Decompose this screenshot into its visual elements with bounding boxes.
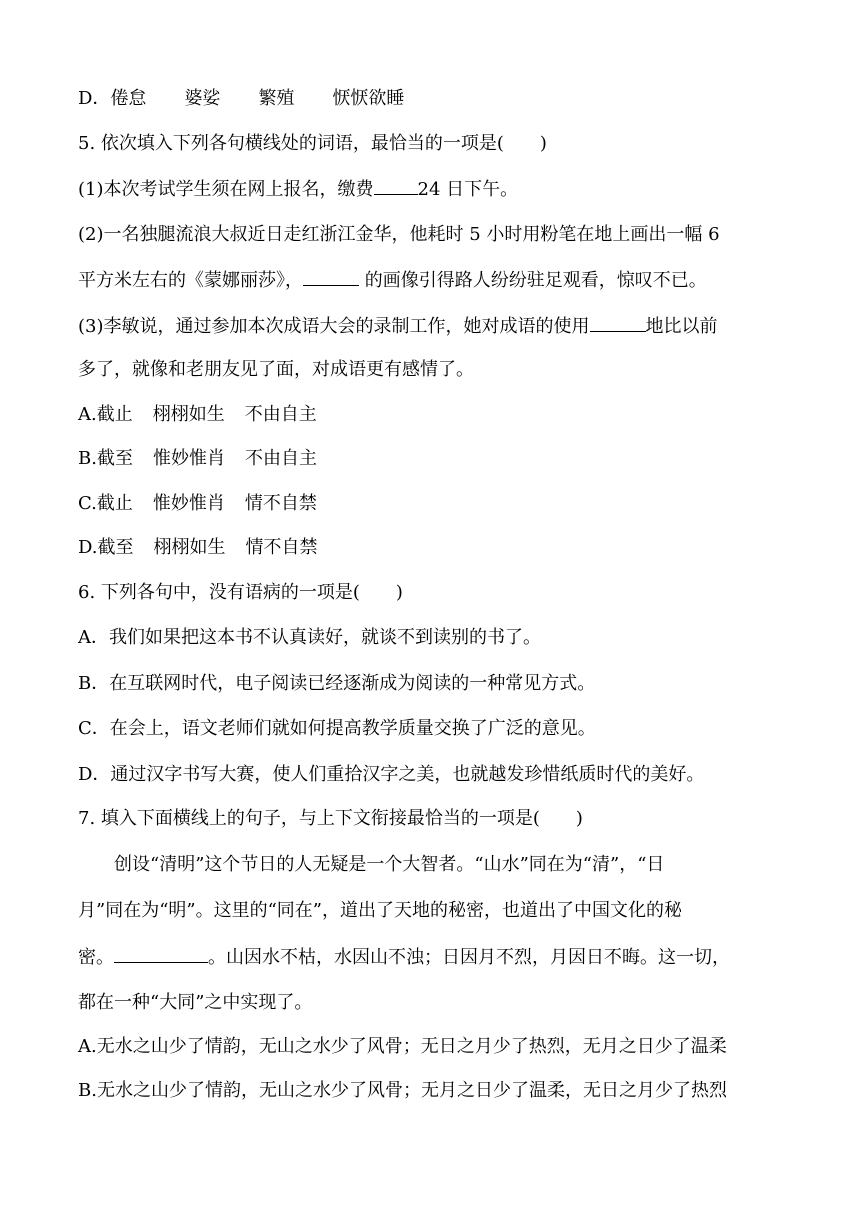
q5-s2-text-b: 的画像引得路人纷纷驻足观看，惊叹不已。 bbox=[359, 270, 707, 291]
q4-option-d-word-3: 繁殖 bbox=[258, 88, 295, 109]
q6-option-c: C．在会上，语文老师们就如何提高教学质量交换了广泛的意见。 bbox=[78, 718, 596, 739]
q5-s3-blank bbox=[590, 313, 646, 332]
q5-sentence-2-line-2 bbox=[78, 267, 707, 294]
q5-s2-text-a: 平方米左右的《蒙娜丽莎》， bbox=[78, 270, 303, 291]
q5-s1-text-a: (1)本次考试学生须在网上报名，缴费 bbox=[78, 179, 374, 200]
q5-option-d-word-3: 情不自禁 bbox=[245, 537, 318, 558]
q4-option-d bbox=[78, 86, 404, 112]
q5-option-a-word-1: 截止 bbox=[96, 404, 133, 425]
q5-option-c-word-3: 情不自禁 bbox=[244, 493, 317, 514]
q5-option-c-label: C. bbox=[78, 493, 97, 514]
q5-option-d-word-1: 截至 bbox=[97, 537, 134, 558]
q5-option-a bbox=[78, 402, 317, 428]
q5-option-c-word-1: 截止 bbox=[96, 493, 133, 514]
q7-p3-text-a: 密。 bbox=[78, 947, 114, 968]
q5-option-b-word-3: 不由自主 bbox=[244, 448, 317, 469]
q5-s3-text-a: (3)李敏说，通过参加本次成语大会的录制工作，她对成语的使用 bbox=[78, 316, 590, 337]
q5-sentence-1 bbox=[78, 176, 518, 203]
q5-sentence-3-line-2: 多了，就像和老朋友见了面，对成语更有感情了。 bbox=[78, 359, 474, 380]
q6-option-d: D．通过汉字书写大赛，使人们重拾汉字之美，也就越发珍惜纸质时代的美好。 bbox=[78, 764, 705, 785]
q5-option-c-word-2: 惟妙惟肖 bbox=[152, 493, 225, 514]
q7-passage-line-4: 都在一种“大同”之中实现了。 bbox=[78, 992, 313, 1013]
q7-passage-line-1: 创设“清明”这个节日的人无疑是一个大智者。“山水”同在为“清”，“日 bbox=[114, 854, 665, 875]
q5-stem: 5. 依次填入下列各句横线处的词语，最恰当的一项是( ) bbox=[78, 133, 547, 154]
q5-option-a-word-2: 栩栩如生 bbox=[152, 404, 225, 425]
q5-sentence-3-line-1 bbox=[78, 313, 718, 340]
q4-option-d-word-4: 恹恹欲睡 bbox=[332, 88, 405, 109]
q5-option-a-word-3: 不由自主 bbox=[244, 404, 317, 425]
q7-option-a: A.无水之山少了情韵，无山之水少了风骨；无日之月少了热烈，无月之日少了温柔 bbox=[78, 1036, 727, 1057]
q5-sentence-2-line-1: (2)一名独腿流浪大叔近日走红浙江金华，他耗时 5 小时用粉笔在地上画出一幅 6 bbox=[78, 224, 720, 245]
q5-s1-blank bbox=[374, 176, 418, 195]
q5-option-a-label: A. bbox=[78, 404, 97, 425]
q7-stem: 7. 填入下面横线上的句子，与上下文衔接最恰当的一项是( ) bbox=[78, 808, 583, 829]
q5-s2-blank bbox=[303, 267, 359, 286]
q5-option-d-label: D. bbox=[78, 537, 98, 558]
q5-option-c bbox=[78, 491, 317, 517]
q6-stem: 6. 下列各句中，没有语病的一项是( ) bbox=[78, 582, 403, 603]
q7-p3-text-b: 。山因水不枯，水因山不浊；日因月不烈，月因日不晦。这一切， bbox=[208, 947, 730, 968]
q5-option-d-word-2: 栩栩如生 bbox=[153, 537, 226, 558]
q5-s3-text-b: 地比以前 bbox=[645, 316, 718, 337]
q7-blank bbox=[114, 944, 208, 963]
q7-passage-line-3 bbox=[78, 944, 730, 971]
q7-passage-line-2: 月”同在为“明”。这里的“同在”，道出了天地的秘密，也道出了中国文化的秘 bbox=[78, 900, 683, 921]
q5-option-b bbox=[78, 446, 317, 472]
q6-option-a: A．我们如果把这本书不认真读好，就谈不到读别的书了。 bbox=[78, 627, 541, 648]
q4-option-d-word-1: 倦怠 bbox=[110, 88, 147, 109]
q5-option-d bbox=[78, 535, 318, 561]
q7-option-b: B.无水之山少了情韵，无山之水少了风骨；无月之日少了温柔，无日之月少了热烈 bbox=[78, 1080, 727, 1101]
q4-option-d-word-2: 婆娑 bbox=[184, 88, 221, 109]
q5-s1-text-b: 24 日下午。 bbox=[417, 179, 519, 200]
q4-option-d-label: D． bbox=[78, 88, 111, 109]
q6-option-b: B．在互联网时代，电子阅读已经逐渐成为阅读的一种常见方式。 bbox=[78, 673, 596, 694]
q5-option-b-label: B. bbox=[78, 448, 97, 469]
q5-option-b-word-2: 惟妙惟肖 bbox=[152, 448, 225, 469]
q5-option-b-word-1: 截至 bbox=[96, 448, 133, 469]
